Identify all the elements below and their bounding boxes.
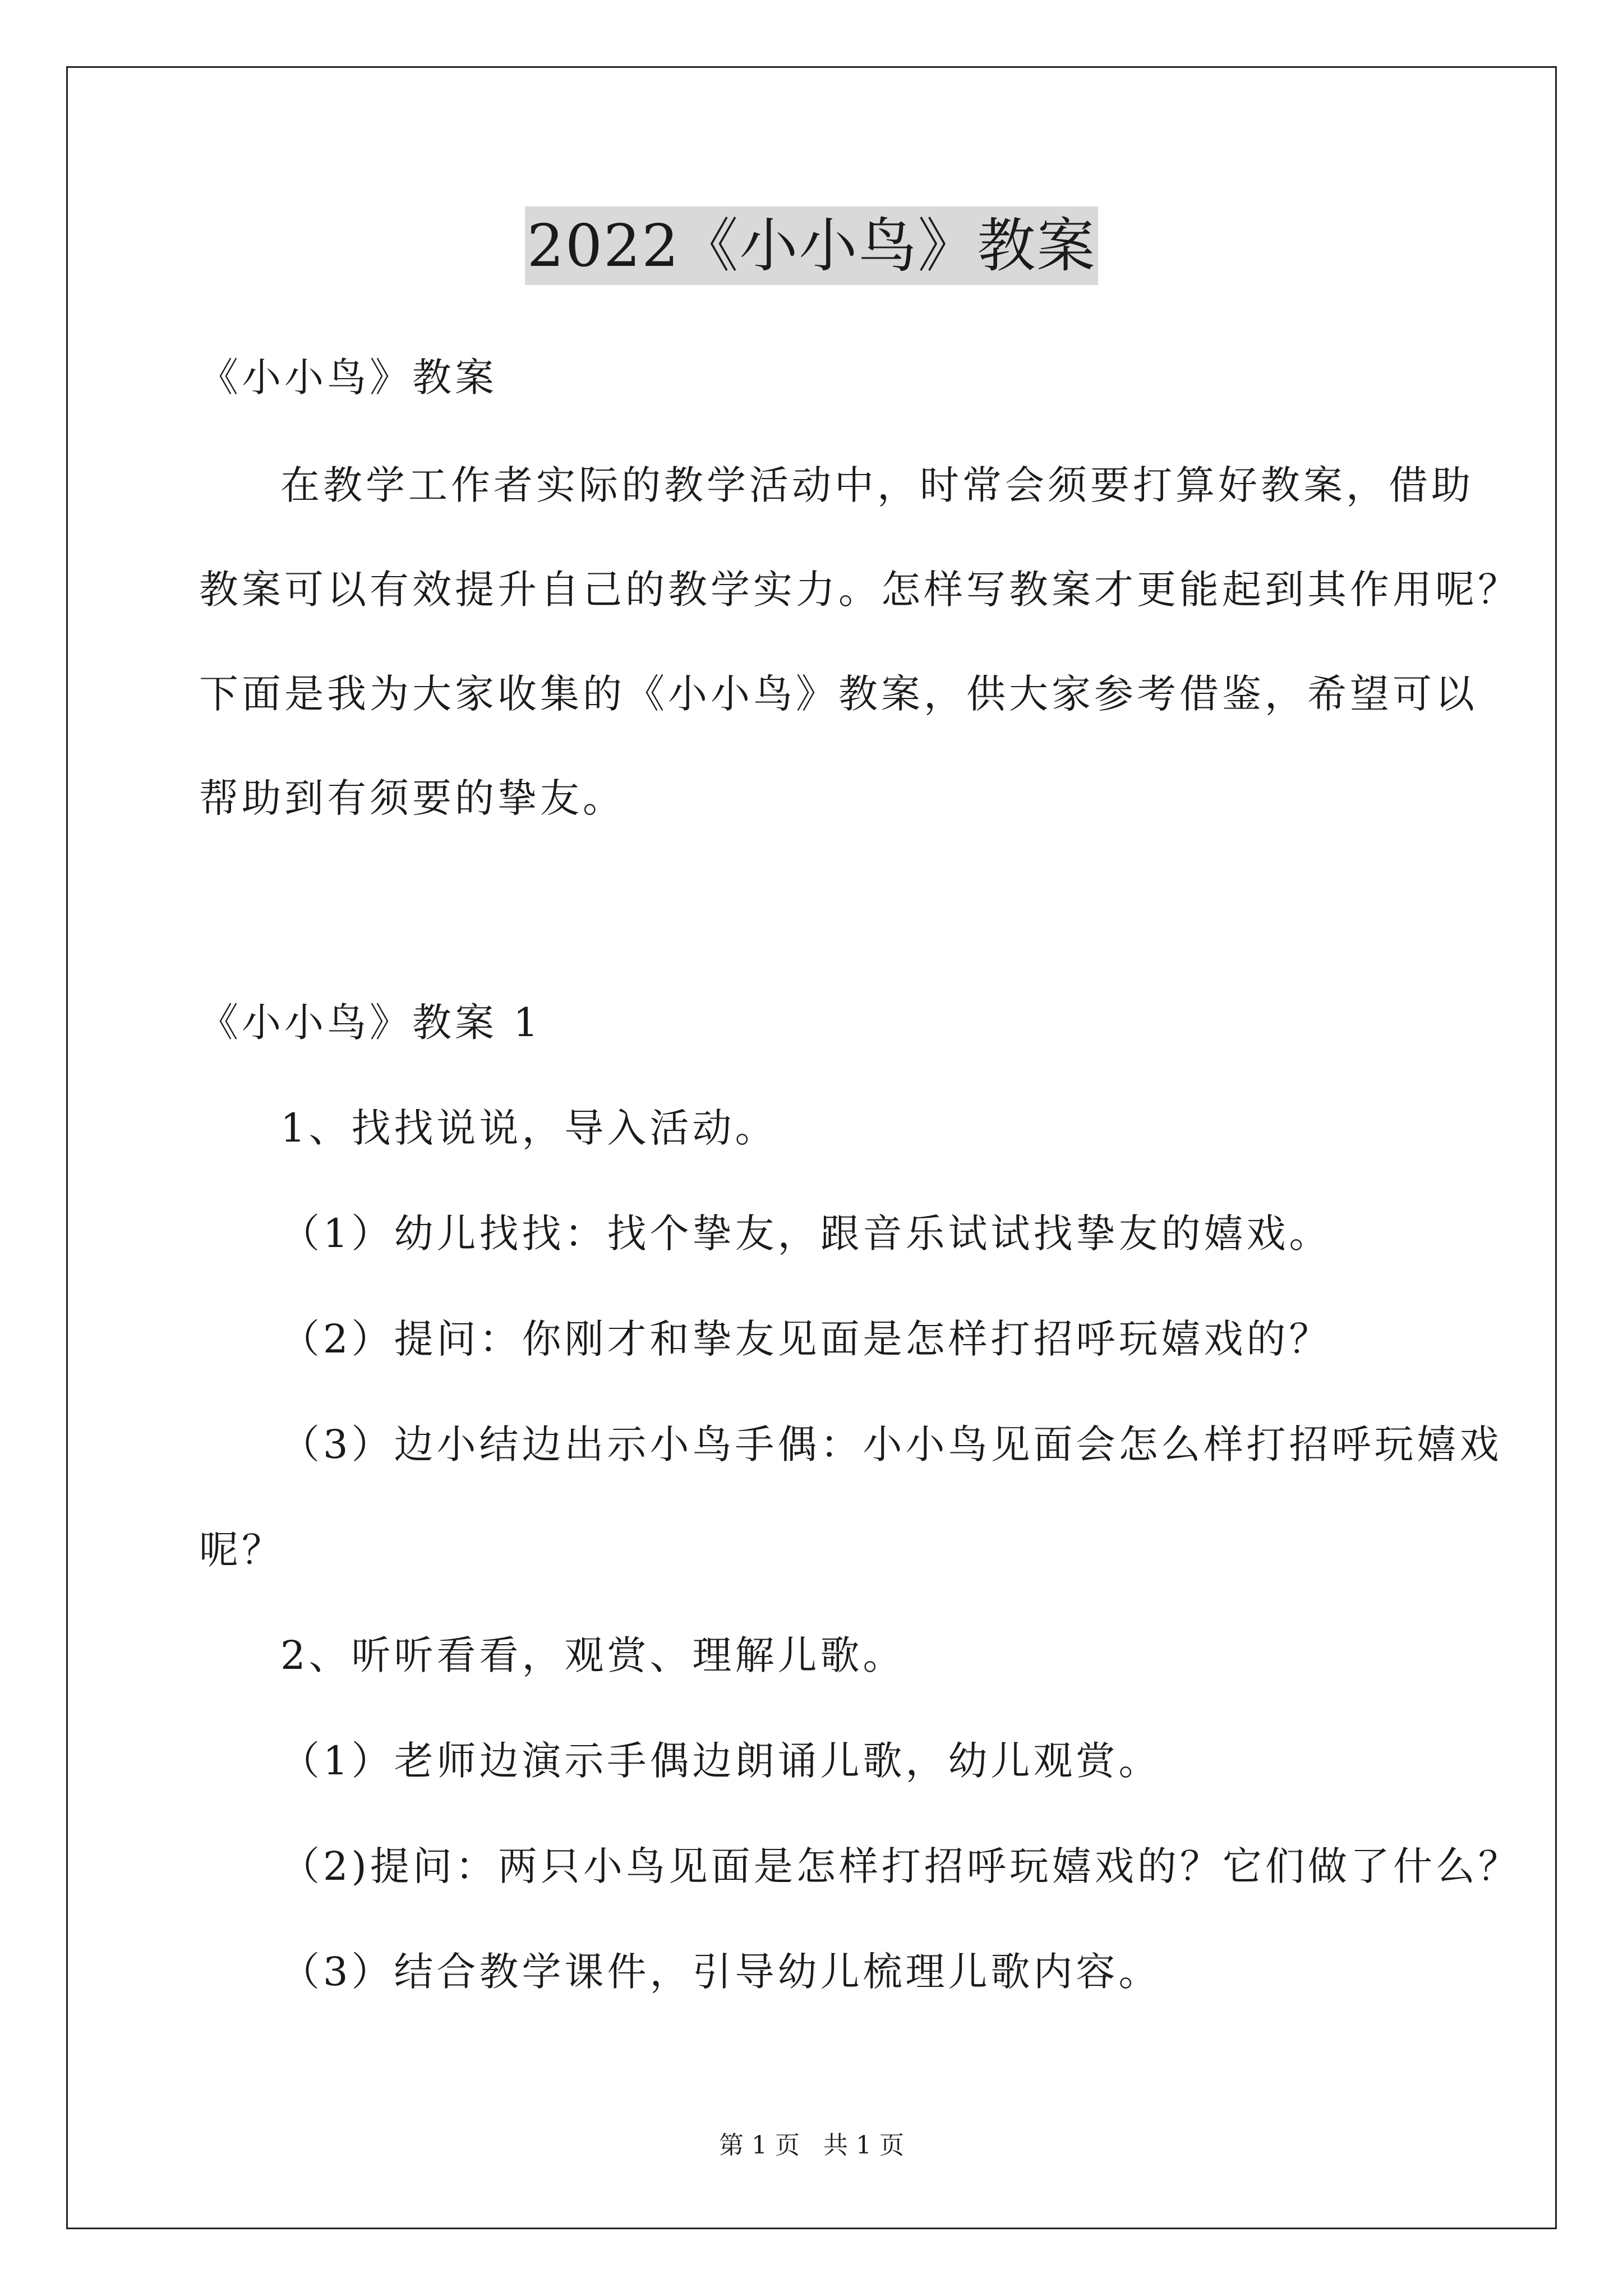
- section-heading: 《小小鸟》教案 1: [199, 1000, 542, 1046]
- page-number-footer: 第 1 页 共 1 页: [719, 2131, 904, 2160]
- body-line: （3）边小结边出示小鸟手偶：小小鸟见面会怎么样打招呼玩嬉戏: [280, 1421, 1502, 1467]
- body-line: （1）老师边演示手偶边朗诵儿歌，幼儿观赏。: [280, 1738, 1161, 1784]
- body-line: （2)提问：两只小鸟见面是怎样打招呼玩嬉戏的？它们做了什么？: [280, 1843, 1521, 1889]
- document-subtitle: 《小小鸟》教案: [199, 355, 497, 401]
- body-line: （3）结合教学课件，引导幼儿梳理儿歌内容。: [280, 1949, 1161, 1995]
- body-line: （2）提问：你刚才和挚友见面是怎样打招呼玩嬉戏的？: [280, 1316, 1332, 1362]
- document-title: 2022《小小鸟》教案: [525, 206, 1099, 285]
- intro-line: 帮助到有须要的挚友。: [199, 775, 625, 821]
- body-line: 2、听听看看，观赏、理解儿歌。: [280, 1632, 906, 1678]
- intro-line: 下面是我为大家收集的《小小鸟》教案，供大家参考借鉴，希望可以: [199, 671, 1478, 717]
- body-line: 呢？: [199, 1527, 284, 1573]
- intro-line: 在教学工作者实际的教学活动中，时常会须要打算好教案，借助: [280, 462, 1474, 508]
- body-line: 1、找找说说，导入活动。: [280, 1105, 778, 1151]
- body-line: （1）幼儿找找：找个挚友，跟音乐试试找挚友的嬉戏。: [280, 1211, 1332, 1257]
- title-container: [0, 206, 1623, 285]
- intro-line: 教案可以有效提升自己的教学实力。怎样写教案才更能起到其作用呢？: [199, 567, 1520, 613]
